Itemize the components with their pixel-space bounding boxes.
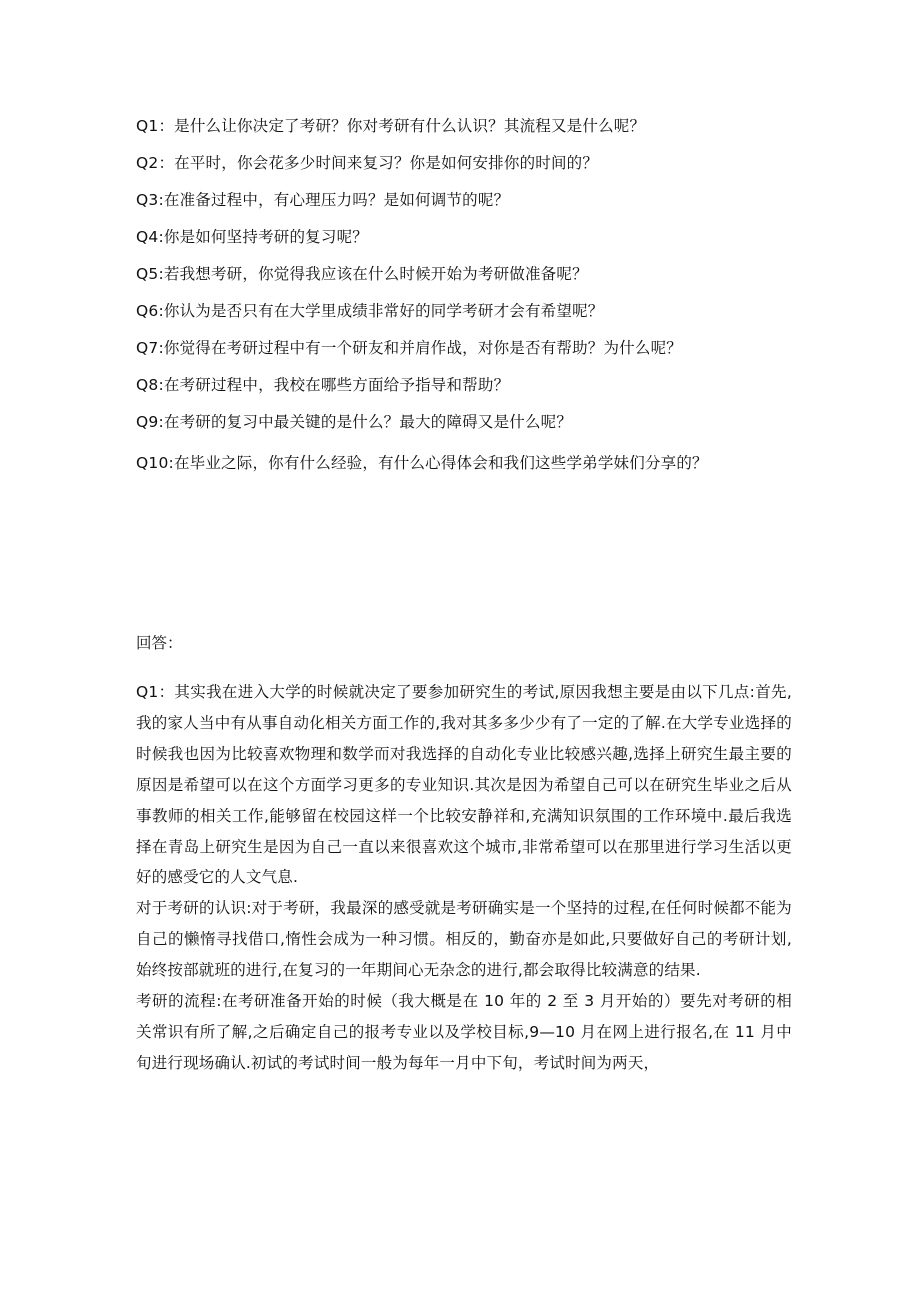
question-8: Q8:在考研过程中，我校在哪些方面给予指导和帮助？: [136, 376, 510, 394]
question-6: Q6:你认为是否只有在大学里成绩非常好的同学考研才会有希望呢？: [136, 302, 604, 320]
answer-paragraph-process: 考研的流程:在考研准备开始的时候（我大概是在 10 年的 2 至 3 月开始的）要先对考研的相关常识有所了解,之后确定自己的报考专业以及学校目标,9—10 月在网上进行报名,在 11 月中旬进行现场确认.初试的考试时间一般为每年一月中下旬，考试时间为两天，: [136, 992, 792, 1072]
question-3: Q3:在准备过程中，有心理压力吗？是如何调节的呢？: [136, 191, 510, 209]
question-7: Q7:你觉得在考研过程中有一个研友和并肩作战，对你是否有帮助？为什么呢？: [136, 339, 682, 357]
question-10: Q10:在毕业之际，你有什么经验，有什么心得体会和我们这些学弟学妹们分享的？: [136, 454, 708, 472]
question-4: Q4:你是如何坚持考研的复习呢？: [136, 228, 368, 246]
question-5: Q5:若我想考研，你觉得我应该在什么时候开始为考研做准备呢？: [136, 265, 588, 283]
answer-paragraph-understanding: 对于考研的认识:对于考研，我最深的感受就是考研确实是一个坚持的过程,在任何时候都不能为自己的懒惰寻找借口,惰性会成为一种习惯。相反的，勤奋亦是如此,只要做好自己的考研计划,始终按部就班的进行,在复习的一年期间心无杂念的进行,都会取得比较满意的结果.: [136, 899, 792, 980]
answer-heading: 回答：: [136, 634, 183, 652]
question-list: [136, 111, 836, 485]
answer-paragraph-q1: Q1：其实我在进入大学的时候就决定了要参加研究生的考试,原因我想主要是由以下几点:首先,我的家人当中有从事自动化相关方面工作的,我对其多多少少有了一定的了解.在大学专业选择的时候我也因为比较喜欢物理和数学而对我选择的自动化专业比较感兴趣,选择上研究生最主要的原因是希望可以在这个方面学习更多的专业知识.其次是因为希望自己可以在研究生毕业之后从事教师的相关工作,能够留在校园这样一个比较安静祥和,充满知识氛围的工作环境中.最后我选择在青岛上研究生是因为自己一直以来很喜欢这个城市,非常希望可以在那里进行学习生活以更好的感受它的人文气息.: [136, 683, 792, 887]
question-1: Q1：是什么让你决定了考研？你对考研有什么认识？其流程又是什么呢？: [136, 117, 646, 135]
question-9: Q9:在考研的复习中最关键的是什么？最大的障碍又是什么呢？: [136, 413, 573, 431]
answer-body: [136, 677, 792, 1079]
question-2: Q2：在平时，你会花多少时间来复习？你是如何安排你的时间的？: [136, 154, 599, 172]
